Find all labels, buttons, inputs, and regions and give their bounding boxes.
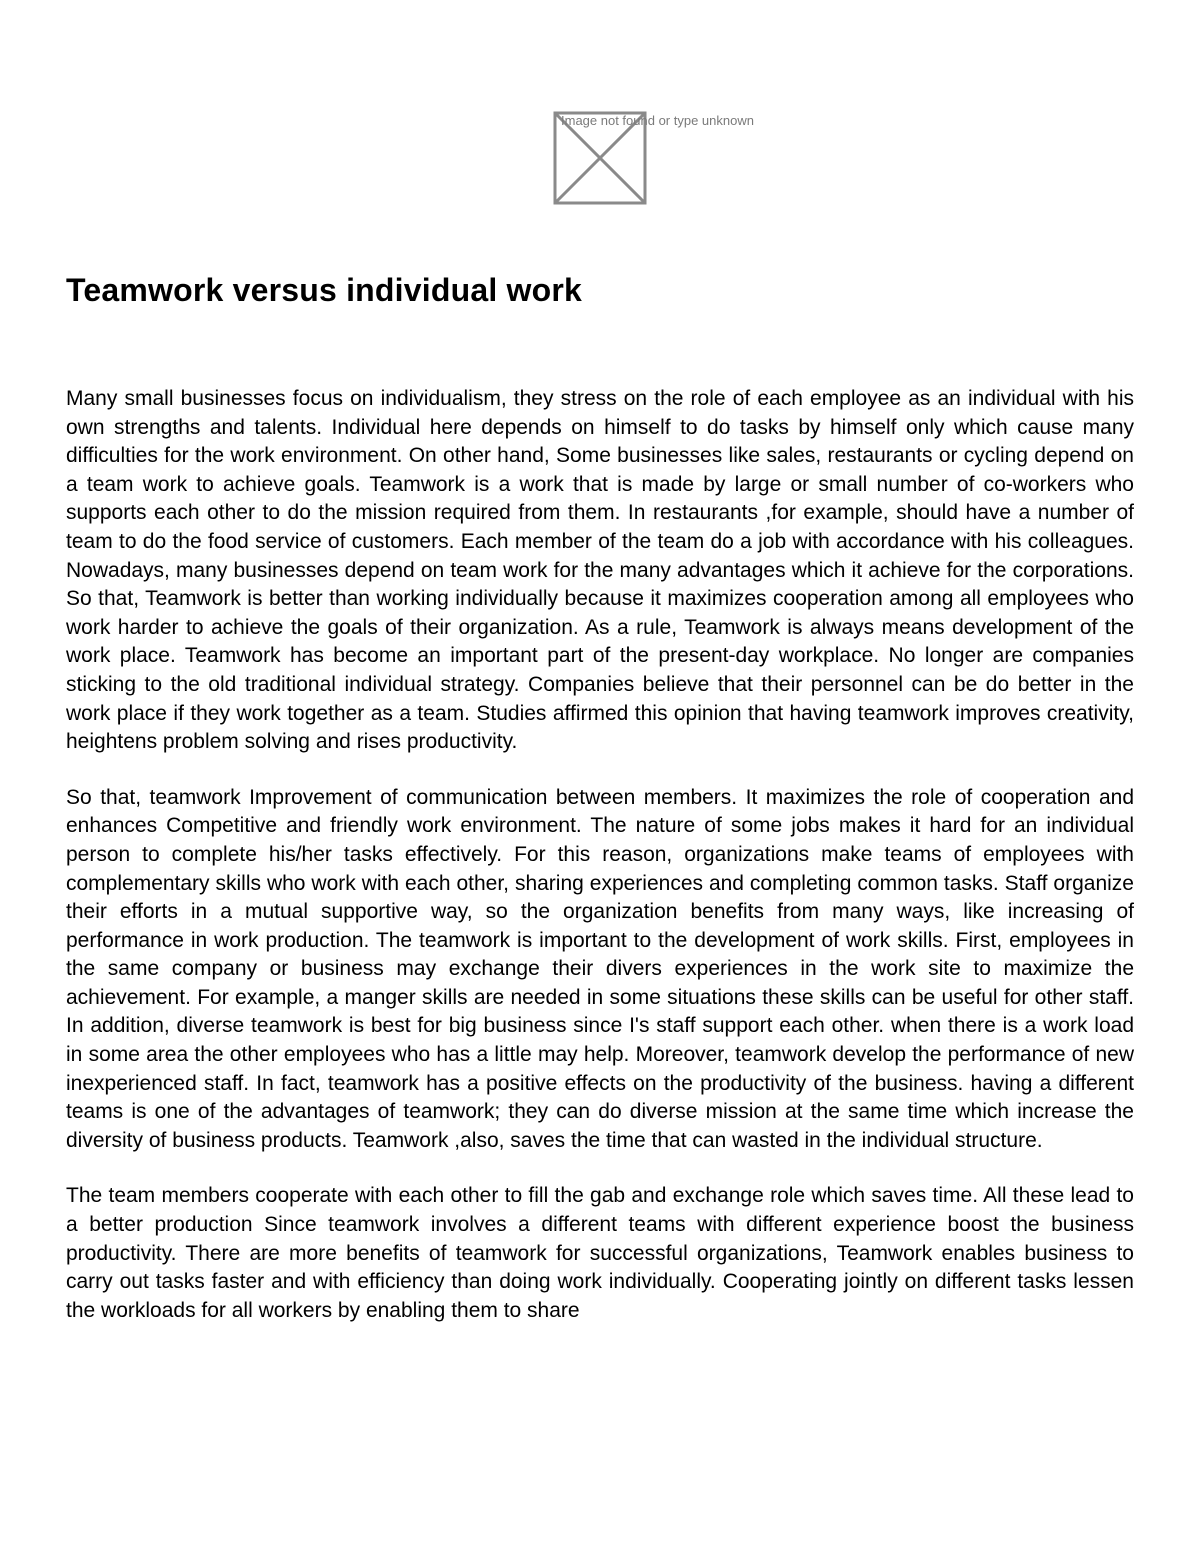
paragraph-2: So that, teamwork Improvement of communication between members. It maximizes the role of cooperation and enhances Competitive and friendly work environment. The nature of some jobs makes it hard for an individual person to complete his/her tasks effectively. For this reason, organizations make teams of employees with complementary skills who work with each other, sharing experiences and completing common tasks. Staff organize their efforts in a mutual supportive way, so the organization benefits from many ways, like increasing of performance in work production. The teamwork is important to the development of work skills. First, employees in the same company or business may exchange their divers experiences in the work site to maximize the achievement. For example, a manger skills are needed in some situations these skills can be useful for other staff. In addition, diverse teamwork is best for big business since I's staff support each other. when there is a work load in some area the other employees who has a little may help. Moreover, teamwork develop the performance of new inexperienced staff. In fact, teamwork has a positive effects on the productivity of the business. having a different teams is one of the advantages of teamwork; they can do diverse mission at the same time which increase the diversity of business products. Teamwork ,also, saves the time that can wasted in the individual structure. [66, 785, 1134, 1152]
broken-image-placeholder [553, 111, 754, 205]
image-alt-text: Image not found or type unknown [561, 113, 754, 128]
document-title: Teamwork versus individual work [66, 272, 582, 308]
document-body [66, 385, 1134, 1352]
paragraph-1: Many small businesses focus on individualism, they stress on the role of each employee as an individual with his own strengths and talents. Individual here depends on himself to do tasks by himself only which cause many difficulties for the work environment. On other hand, Some businesses like sales, restaurants or cycling depend on a team work to achieve goals. Teamwork is a work that is made by large or small number of co-workers who supports each other to do the mission required from them. In restaurants ,for example, should have a number of team to do the food service of customers. Each member of the team do a job with accordance with his colleagues. Nowadays, many businesses depend on team work for the many advantages which it achieve for the corporations. So that, Teamwork is better than working individually because it maximizes cooperation among all employees who work harder to achieve the goals of their organization. As a rule, Teamwork is always means development of the work place. Teamwork has become an important part of the present-day workplace. No longer are companies sticking to the old traditional individual strategy. Companies believe that their personnel can be do better in the work place if they work together as a team. Studies affirmed this opinion that having teamwork improves creativity, heightens problem solving and rises productivity. [66, 387, 1134, 754]
paragraph-3: The team members cooperate with each other to fill the gab and exchange role which saves time. All these lead to a better production Since teamwork involves a different teams with different experience boost the business productivity. There are more benefits of teamwork for successful organizations, Teamwork enables business to carry out tasks faster and with efficiency than doing work individually. Cooperating jointly on different tasks lessen the workloads for all workers by enabling them to share [66, 1184, 1134, 1322]
